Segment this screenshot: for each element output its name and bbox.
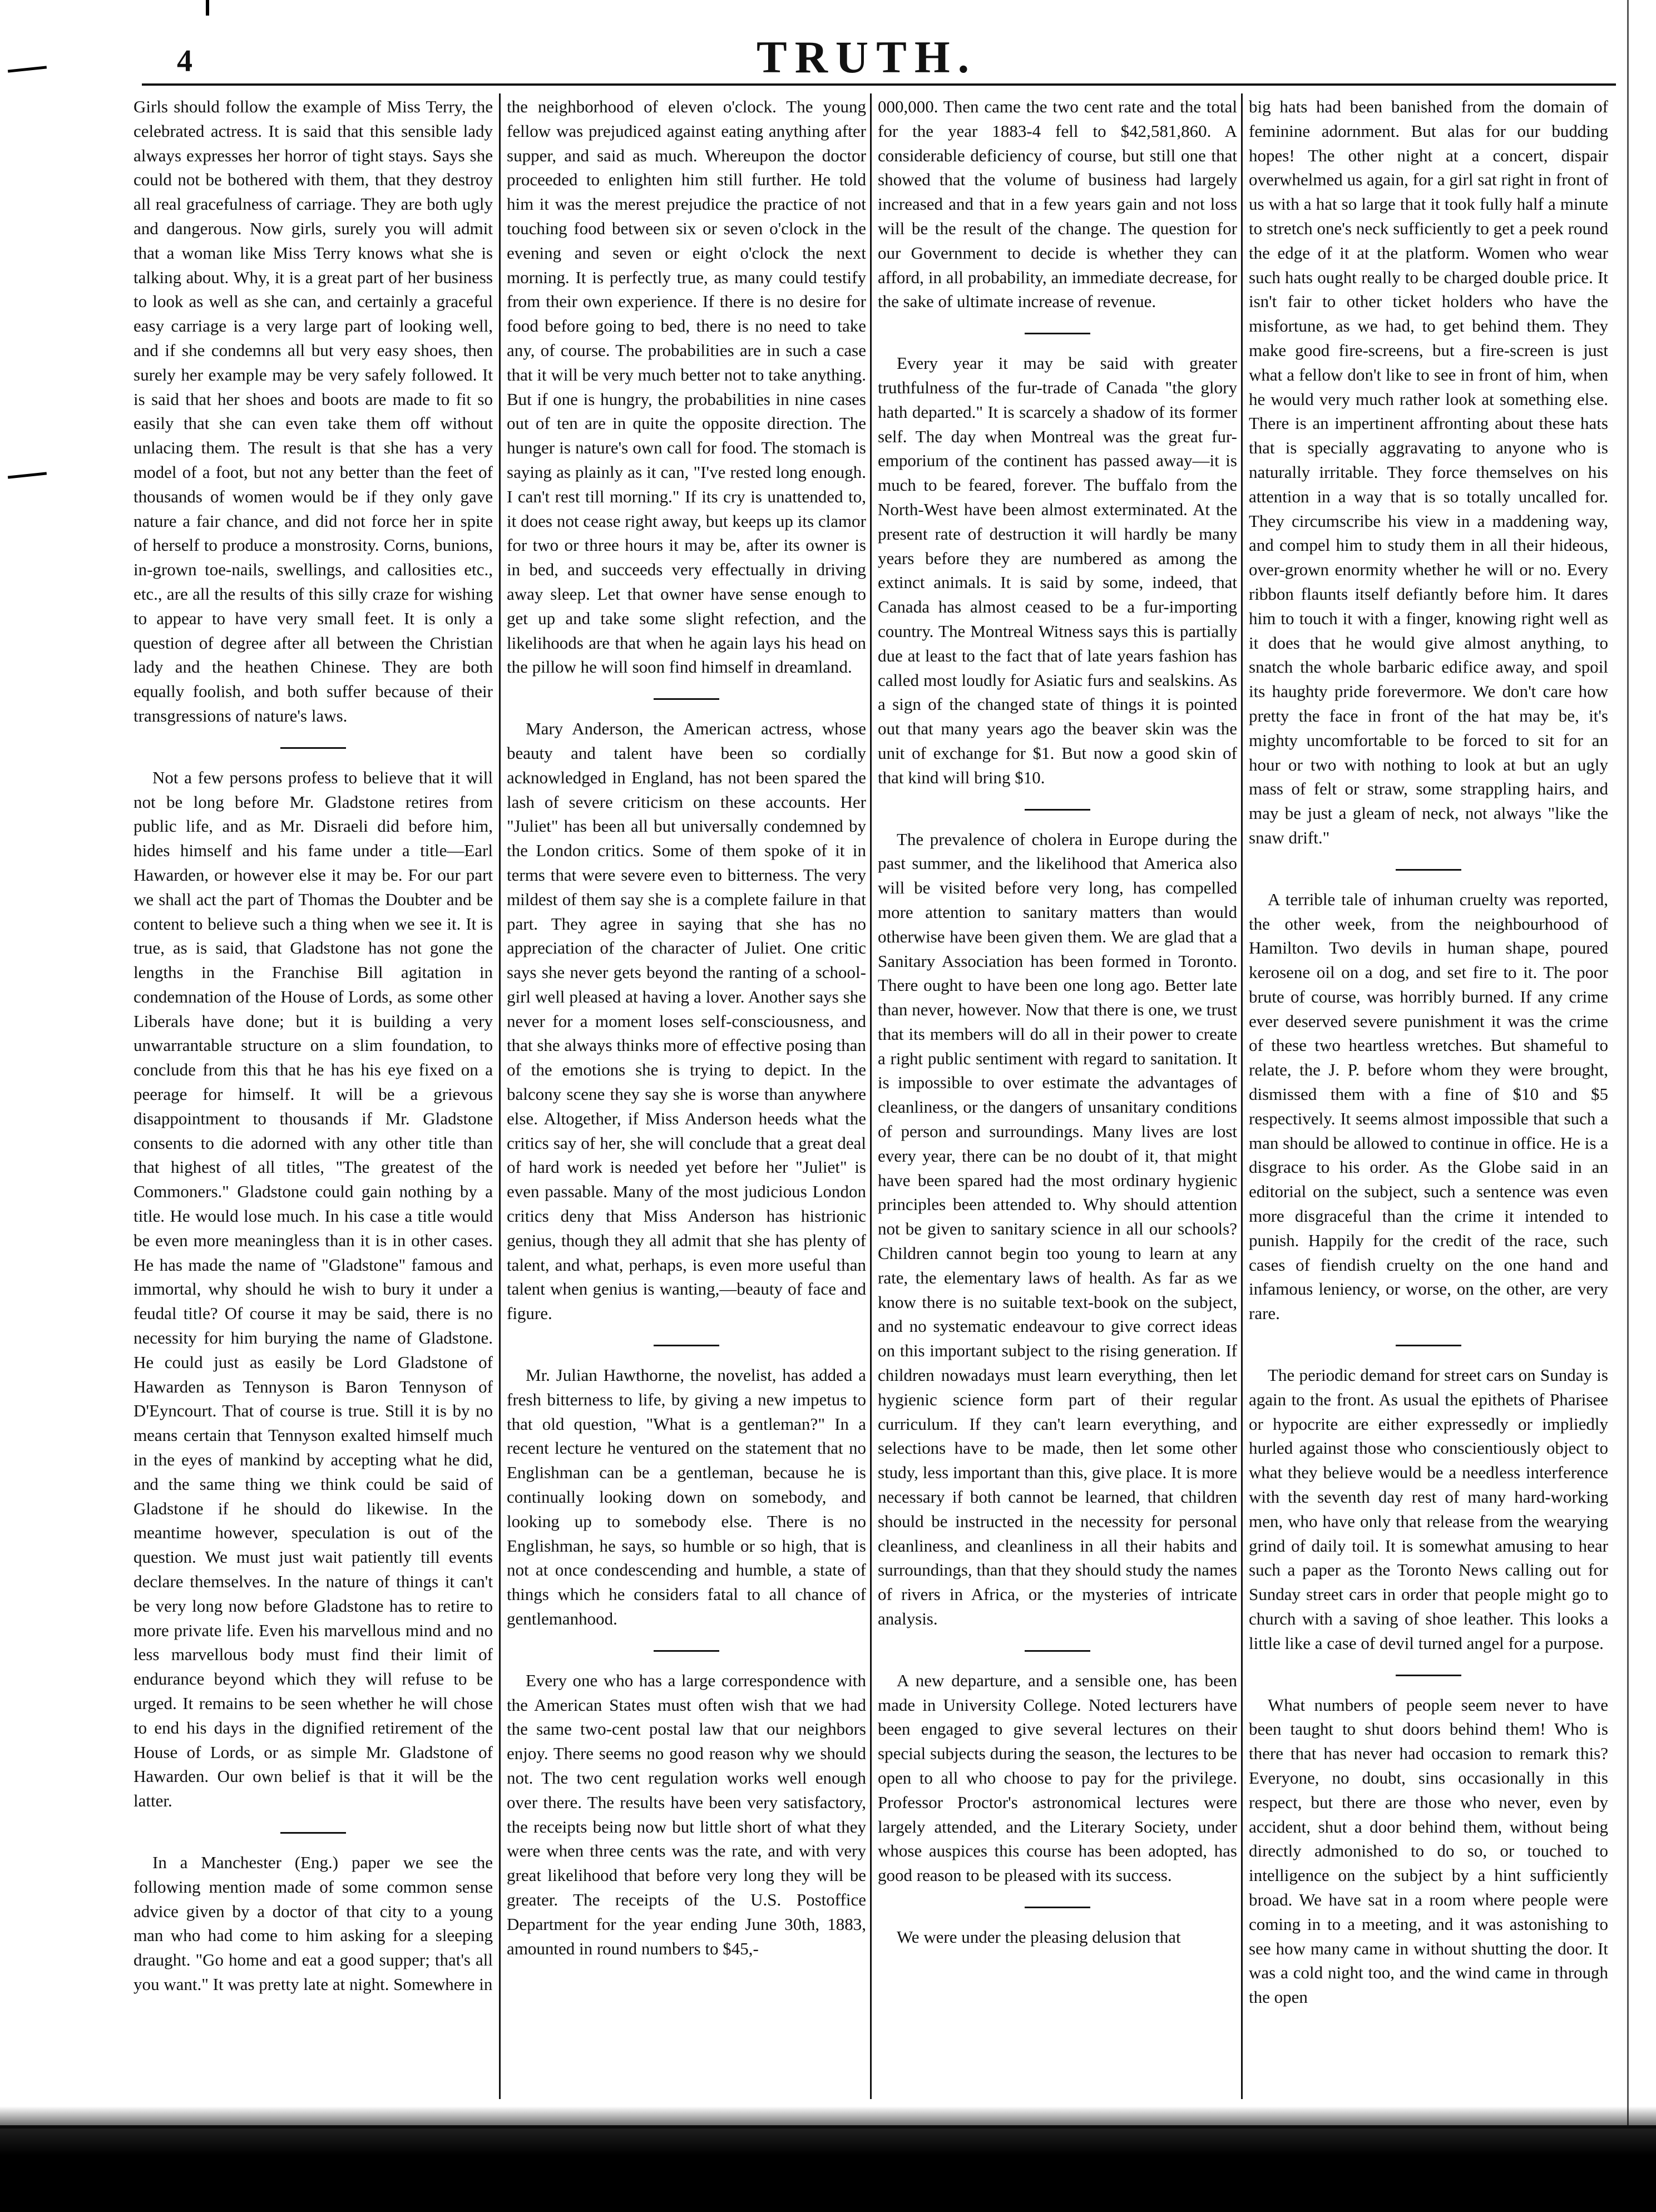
article-column-1 [134, 95, 493, 2097]
article-separator [1396, 1675, 1461, 1676]
article-paragraph: We were under the pleasing delusion that [897, 1927, 1181, 1947]
article-separator [1025, 1907, 1090, 1908]
article-separator [1025, 333, 1090, 334]
article-column-4 [1249, 95, 1608, 2097]
article-separator [654, 698, 719, 700]
article-column-2 [507, 95, 866, 2097]
article-paragraph: In a Manchester (Eng.) paper we see the following mention made of some common sense advice given by a doctor of that city to a young man who had come to him asking for a sleeping draught. "Go home and eat a good supper; that's all you want." It was pretty late at night. Somewhere in [134, 1852, 493, 1994]
newspaper-title: TRUTH. [757, 32, 977, 82]
article-separator [654, 1650, 719, 1652]
article-separator [1025, 809, 1090, 811]
scan-left-margin [0, 0, 32, 2212]
article-paragraph: big hats had been banished from the domain of feminine adornment. But alas for our budding hopes! The other night at a concert, dispair overwhelmed us again, for a girl sat right in front of us with a hat so large that it took fully half a minute to stretch one's neck sufficiently to get a peek round the edge of it at the platform. Women who wear such hats ought really to be charged double price. It isn't fair to other ticket holders who have the misfortune, as we had, to get behind them. They make good fire-screens, but a fire-screen is just what a fellow don't like to see in front of him, when he would very much rather look at something else. There is an impertinent affronting about these hats that is specially aggravating to anyone who is naturally irritable. They force themselves on his attention in a way that is so totally uncalled for. They circumscribe his view in a maddening way, and compel him to study them in all their hideous, over-grown enormity whether he will or no. Every ribbon flaunts itself defiantly before him. It dares him to touch it with a finger, knowing right well as it does that he would give almost anything, to snatch the whole barbaric edifice away, and spoil its haughty pride forevermore. We don't care how pretty the face in front of the hat may be, it's mighty uncomfortable to be forced to sit for an hour or two with nothing to look at but an ugly mass of felt or straw, some strappling hairs, and may be just a gleam of neck, not always "like the snaw drift." [1249, 97, 1608, 847]
article-paragraph: Not a few persons profess to believe that it will not be long before Mr. Gladstone retires from public life, and as Mr. Disraeli did before him, hides himself and his fame under a title—Earl Hawarden, or however else it may be. For our part we shall act the part of Thomas the Doubter and be content to believe such a thing when we see it. It is true, as is said, that Gladstone has not gone the lengths in the Franchise Bill agitation in condemnation of the House of Lords, as some other Liberals have done; but it is building a very unwarrantable structure on a slim foundation, to conclude from this that he has his eye fixed on a peerage for himself. It will be a grievous disappointment to thousands if Mr. Gladstone consents to die adorned with any other title than that highest of all titles, "The greatest of the Commoners." Gladstone could gain nothing by a title. He would lose much. In his case a title would be even more meaningless than it is in other cases. He has made the name of "Gladstone" famous and immortal, why should he wish to bury it under a feudal title? Of course it may be said, there is no necessity for him burying the name of Gladstone. He could just as easily be Lord Gladstone of Hawarden as Tennyson is Baron Tennyson of D'Eyncourt. That of course is true. Still it is by no means certain that Tennyson exalted himself much in the eyes of mankind by accepting what he did, and the same thing we think could be said of Gladstone if he should do likewise. In the meantime however, speculation is out of the question. We must just wait patiently till events declare themselves. In the nature of things it can't be very long now before Gladstone has to retire to more private life. Even his marvellous mind and no less marvellous body must find their limit of endurance beyond which they will refuse to be urged. It remains to be seen whether he will chose to end his days in the dignified retirement of the House of Lords, or as simple Mr. Gladstone of Hawarden. Our own belief is that it will be the latter. [134, 767, 493, 1811]
column-rule [870, 93, 872, 2099]
column-rule [1241, 93, 1243, 2099]
article-paragraph: A new departure, and a sensible one, has been made in University College. Noted lecturers have been engaged to give several lectures on their special subjects during the season, the lectures to be open to all who choose to pay for the privilege. Professor Proctor's astronomical lectures were largely attended, and the Literary Society, under whose auspices this course has been adopted, has good reason to be pleased with its success. [878, 1670, 1237, 1885]
article-paragraph: 000,000. Then came the two cent rate and the total for the year 1883-4 fell to $42,581,860. A considerable deficiency of course, but still one that showed that the volume of business had largely increased and that in a few years gain and not loss will be the result of the change. The question for our Government to decide is whether they can afford, in all probability, an immediate decrease, for the sake of ultimate increase of revenue. [878, 97, 1237, 312]
article-separator [280, 1832, 346, 1834]
article-separator [1025, 1650, 1090, 1652]
article-column-3 [878, 95, 1237, 2097]
scan-right-streak [1627, 0, 1629, 2125]
article-paragraph: Every year it may be said with greater truthfulness of the fur-trade of Canada "the glory hath departed." It is scarcely a shadow of its former self. The day when Montreal was the great fur-emporium of the continent has passed away—it is much to be feared, forever. The buffalo from the North-West have been almost exterminated. At the present rate of destruction it will hardly be many years before they are numbered as among the extinct animals. It is said by some, indeed, that Canada has almost ceased to be a fur-importing country. The Montreal Witness says this is partially due at least to the fact that of late years fashion has called most loudly for Asiatic furs and sealskins. As a sign of the changed state of things it is pointed out that many years ago the beaver skin was the unit of exchange for $1. But now a good skin of that kind will bring $10. [878, 353, 1237, 787]
article-separator [280, 747, 346, 749]
article-separator [1396, 869, 1461, 871]
article-paragraph: The periodic demand for street cars on Sunday is again to the front. As usual the epithets of Pharisee or hypocrite are either expressedly or impliedly hurled against those who conscientiously object to what they believe would be a needless interference with the seventh day rest of many hard-working men, who have only that release from the wearying grind of daily toil. It is somewhat amusing to hear such a paper as the Toronto News calling out for Sunday street cars in order that people might go to church with a saving of shoe leather. This looks a little like a case of devil turned angel for a purpose. [1249, 1365, 1608, 1653]
article-paragraph: Every one who has a large correspondence with the American States must often wish that we had the same two-cent postal law that our neighbors enjoy. There seems no good reason why we should not. The two cent regulation works well enough over there. The results have been very satisfactory, the receipts being now but little short of what they were when three cents was the rate, and with very great likelihood that before very long they will be greater. The receipts of the U.S. Postoffice Department for the year ending June 30th, 1883, amounted in round numbers to $45,- [507, 1670, 866, 1958]
article-paragraph: What numbers of people seem never to have been taught to shut doors behind them! Who is there that has never had occasion to remark this? Everyone, no doubt, sins occasionally in this respect, but there are those who never, even by accident, shut a door behind them, without being directly admonished to do so, or touched to intelligence on the subject by a hint sufficiently broad. We have sat in a room where people were coming in to a meeting, and it was astonishing to see how many came in without shutting the door. It was a cold night too, and the wind came in through the open [1249, 1695, 1608, 2007]
masthead-rule [142, 83, 1616, 86]
article-paragraph: Mr. Julian Hawthorne, the novelist, has added a fresh bitterness to life, by giving a new impetus to that old question, "What is a gentleman?" In a recent lecture he ventured on the statement that no Englishman can be a gentleman, because he is continually looking down on somebody, and looking up to somebody else. There is no Englishman, he says, so humble or so high, that is not at once condescending and humble, a state of things which he considers fatal to all chance of gentlemanhood. [507, 1365, 866, 1629]
article-separator [1396, 1345, 1461, 1346]
page-number: 4 [177, 44, 192, 78]
article-paragraph: The prevalence of cholera in Europe during the past summer, and the likelihood that America also will be visited before very long, has compelled more attention to sanitary matters than would otherwise have been given them. We are glad that a Sanitary Association has been formed in Toronto. There ought to have been one long ago. Better late than never, however. Now that there is one, we trust that its members will do all in their power to create a right public sentiment with regard to sanitation. It is impossible to over estimate the advantages of cleanliness, or the dangers of unsanitary conditions of person and surroundings. Many lives are lost every year, there can be no doubt of it, that might have been spared had the most ordinary hygienic principles been attended to. Why should attention not be given to sanitary science in all our schools? Children cannot begin too young to learn at any rate, the elementary laws of health. As far as we know there is no suitable text-book on the subject, and no systematic endeavour to give correct ideas on this important subject to the rising generation. If children nowadays must learn everything, then let hygienic science form part of their regular curriculum. If they can't learn everything, and selections have to be made, then let some other study, less important than this, give place. It is more necessary if both cannot be learned, that children should be instructed in the necessity for personal cleanliness, and cleanliness in all their habits and surroundings, than that they should study the names of rivers in Africa, or the mysteries of intricate analysis. [878, 829, 1237, 1629]
article-paragraph: Girls should follow the example of Miss Terry, the celebrated actress. It is said that this sensible lady always expresses her horror of tight stays. Says she could not be bothered with them, that they destroy all real gracefulness of carriage. They are both ugly and dangerous. Now girls, surely you will admit that a woman like Miss Terry knows what she is talking about. Why, it is a great part of her business to look as well as she can, and certainly a graceful easy carriage is a very large part of looking well, and if she condemns all but very easy shoes, then surely her example may be very safely followed. It is said that her shoes and boots are made to fit so easily that she can even take them off without unlacing them. The result is that she has a very model of a foot, but not any better than the feet of thousands of women would be if they only gave nature a fair chance, and did not force her in spite of herself to produce a monstrosity. Corns, bunions, in-grown toe-nails, swellings, and callosities etc., etc., are all the results of this silly craze for wishing to appear to have very small feet. It is only a question of degree after all between the Christian lady and the heathen Chinese. They are both equally foolish, and both suffer because of their transgressions of nature's laws. [134, 97, 493, 725]
article-paragraph: the neighborhood of eleven o'clock. The young fellow was prejudiced against eating anything after supper, and said as much. Whereupon the doctor proceeded to enlighten him still further. He told him it was the merest prejudice the practice of not touching food between six or seven o'clock in the evening and seven or eight o'clock the next morning. It is perfectly true, as many could testify from their own experience. If there is no desire for food before going to bed, there is no need to take any, of course. The probabilities are in such a case that it will be very much better not to take anything. But if one is hungry, the probabilities in nine cases out of ten are in quite the opposite direction. The hunger is nature's own call for food. The stomach is saying as plainly as it can, "I've rested long enough. I can't rest till morning." If its cry is unattended to, it does not cease right away, but keeps up its clamor for two or three hours it may be, after its owner is in bed, and succeeds very effectually in driving away sleep. Let that owner have sense enough to get up and take some slight refection, and the likelihoods are that when he again lays his head on the pillow he will soon find himself in dreamland. [507, 97, 866, 677]
scan-top-mark [206, 0, 209, 16]
article-paragraph: A terrible tale of inhuman cruelty was reported, the other week, from the neighbourhood of Hamilton. Two devils in human shape, poured kerosene oil on a dog, and set fire to it. The poor brute of course, was horribly burned. If any crime ever deserved severe punishment it was the crime of these two heartless wretches. But shameful to relate, the J. P. before whom they were brought, dismissed them with a fine of $10 and $5 respectively. It seems almost impossible that such a man should be allowed to continue in office. He is a disgrace to his order. As the Globe said in an editorial on the subject, such a sentence was even more disgraceful than the crime it intended to punish. Happily for the credit of the race, such cases of fiendish cruelty on the one hand and infamous leniency, or worse, on the other, are very rare. [1249, 889, 1608, 1324]
column-rule [499, 93, 501, 2099]
scan-bottom-shadow [0, 2125, 1656, 2212]
article-separator [654, 1345, 719, 1346]
article-paragraph: Mary Anderson, the American actress, whose beauty and talent have been so cordially acknowledged in England, has not been spared the lash of severe criticism on these accounts. Her "Juliet" has been all but universally condemned by the London critics. Some of them spoke of it in terms that were severe even to bitterness. The very mildest of them say she is a complete failure in that part. They agree in saying that she has no appreciation of the character of Juliet. One critic says she never gets beyond the ranting of a school-girl well pleased at having a lover. Another says she never for a moment loses self-consciousness, and that she always thinks more of effective posing than of the emotions she is trying to depict. In the balcony scene they say she is worse than anywhere else. Altogether, if Miss Anderson heeds what the critics say of her, she will conclude that a great deal of hard work is needed yet before her "Juliet" is even passable. Many of the most judicious London critics deny that Miss Anderson has histrionic genius, though they all admit that she has plenty of talent, and what, perhaps, is even more useful than talent when genius is wanting,—beauty of face and figure. [507, 719, 866, 1324]
